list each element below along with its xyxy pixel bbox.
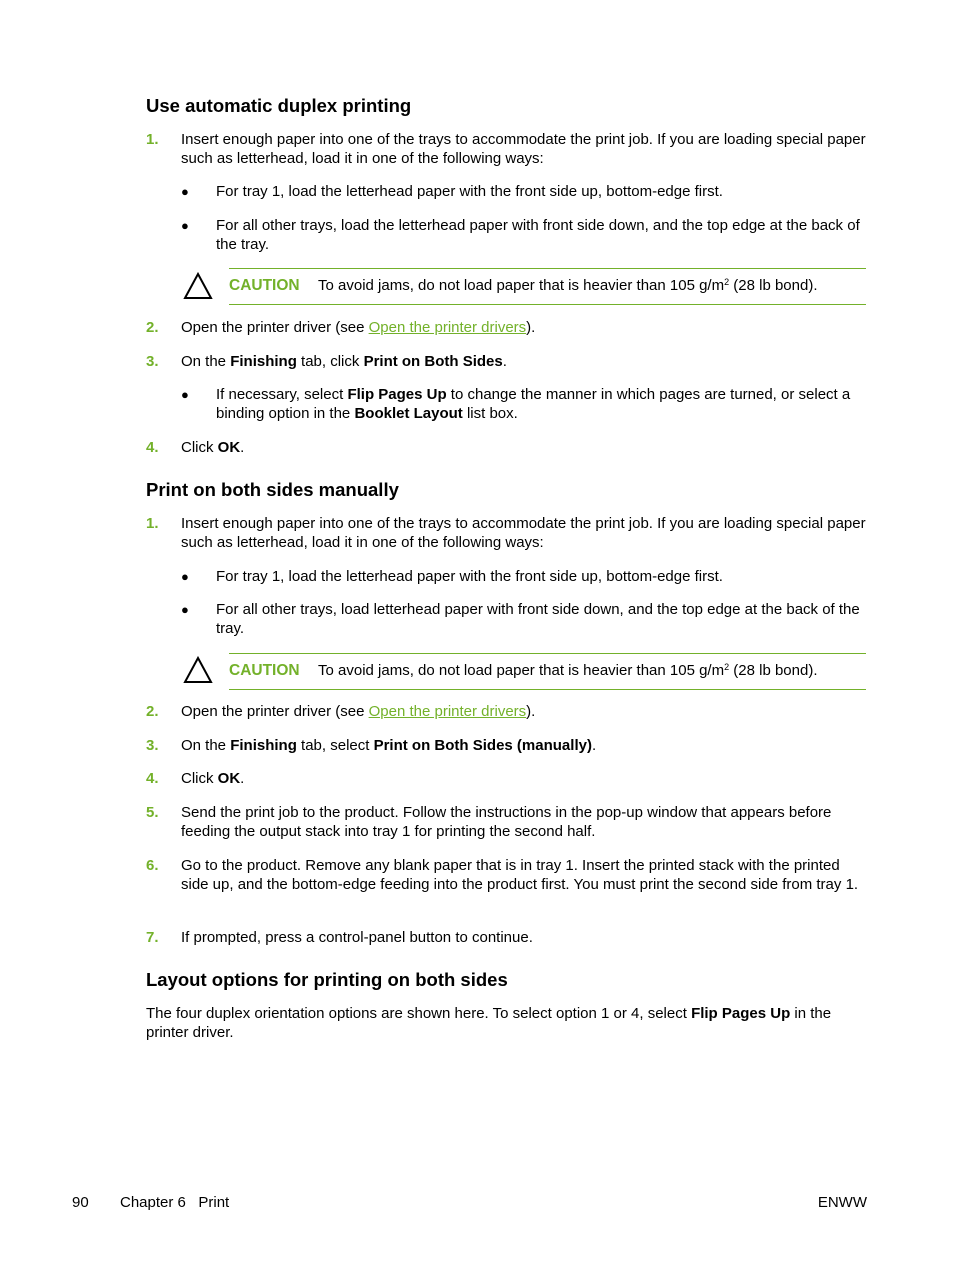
- footer-right-label: ENWW: [817, 1194, 867, 1211]
- caution-label: CAUTION: [229, 277, 300, 294]
- section-heading-manual-duplex: Print on both sides manually: [146, 479, 399, 500]
- caution-text: To avoid jams, do not load paper that is heavier than 105 $g/m^2$ (28 lb bond).: [318, 277, 818, 294]
- bullet-text: For tray 1, load the letterhead paper with the front side up, bottom-edge first.: [216, 568, 723, 585]
- step-number: 5.: [146, 804, 159, 821]
- step-text: Click OK.: [181, 439, 245, 456]
- bullet-icon: ●: [181, 569, 189, 584]
- step-number: 1.: [146, 131, 159, 148]
- bullet-icon: ●: [181, 602, 189, 617]
- chapter-label: Chapter 6 Print: [120, 1194, 230, 1211]
- caution-note: [229, 268, 866, 305]
- step-text: Send the print job to the product. Follow the instructions in the pop-up window that appears before feeding the output stack into tray 1 for printing the second half.: [181, 804, 832, 840]
- open-printer-drivers-link[interactable]: Open the printer drivers: [368, 319, 527, 336]
- step-number: 3.: [146, 737, 159, 754]
- bullet-text: For all other trays, load the letterhead paper with front side down, and the top edge at the back of the tray.: [216, 217, 860, 253]
- open-printer-drivers-link[interactable]: Open the printer drivers: [368, 703, 527, 720]
- step-number: 3.: [146, 353, 159, 370]
- step-text: On the Finishing tab, select Print on Both Sides (manually).: [181, 737, 597, 754]
- step-text: On the Finishing tab, click Print on Both Sides.: [181, 353, 507, 370]
- step-text: Insert enough paper into one of the trays to accommodate the print job. If you are loading special paper such as letterhead, load it in one of the following ways:: [181, 131, 866, 167]
- body-paragraph: The four duplex orientation options are shown here. To select option 1 or 4, select Flip Pages Up in the printer driver.: [146, 1005, 832, 1041]
- step-text: Go to the product. Remove any blank paper that is in tray 1. Insert the printed stack with the printed side up, and the bottom-edge feeding into the product first. You must print the second side from tray 1.: [181, 857, 859, 893]
- step-number: 2.: [146, 319, 159, 336]
- step-text: Click OK.: [181, 770, 245, 787]
- caution-label: CAUTION: [229, 662, 300, 679]
- caution-triangle-icon: [183, 656, 213, 684]
- bullet-text: For all other trays, load letterhead paper with front side down, and the top edge at the back of the tray.: [216, 601, 860, 637]
- bullet-icon: ●: [181, 184, 189, 199]
- step-number: 4.: [146, 439, 159, 456]
- caution-triangle-icon: [183, 272, 213, 300]
- bullet-icon: ●: [181, 218, 189, 233]
- caution-note: [229, 653, 866, 690]
- step-text: If prompted, press a control-panel button to continue.: [181, 929, 533, 946]
- section-heading-layout-options: Layout options for printing on both sides: [146, 969, 508, 990]
- caution-text: To avoid jams, do not load paper that is heavier than 105 $g/m^2$ (28 lb bond).: [318, 662, 818, 679]
- bullet-text: For tray 1, load the letterhead paper with the front side up, bottom-edge first.: [216, 183, 723, 200]
- step-number: 7.: [146, 929, 159, 946]
- step-text: Insert enough paper into one of the trays to accommodate the print job. If you are loading special paper such as letterhead, load it in one of the following ways:: [181, 515, 866, 551]
- page-number: 90: [72, 1194, 89, 1211]
- bullet-text: If necessary, select Flip Pages Up to change the manner in which pages are turned, or select a binding option in the Booklet Layout list box.: [216, 386, 851, 422]
- step-number: 6.: [146, 857, 159, 874]
- step-text: Open the printer driver (see Open the printer drivers).: [181, 319, 536, 336]
- step-number: 2.: [146, 703, 159, 720]
- step-number: 4.: [146, 770, 159, 787]
- step-number: 1.: [146, 515, 159, 532]
- section-heading-automatic-duplex: Use automatic duplex printing: [146, 95, 412, 116]
- step-text: Open the printer driver (see Open the printer drivers).: [181, 703, 536, 720]
- bullet-icon: ●: [181, 387, 189, 402]
